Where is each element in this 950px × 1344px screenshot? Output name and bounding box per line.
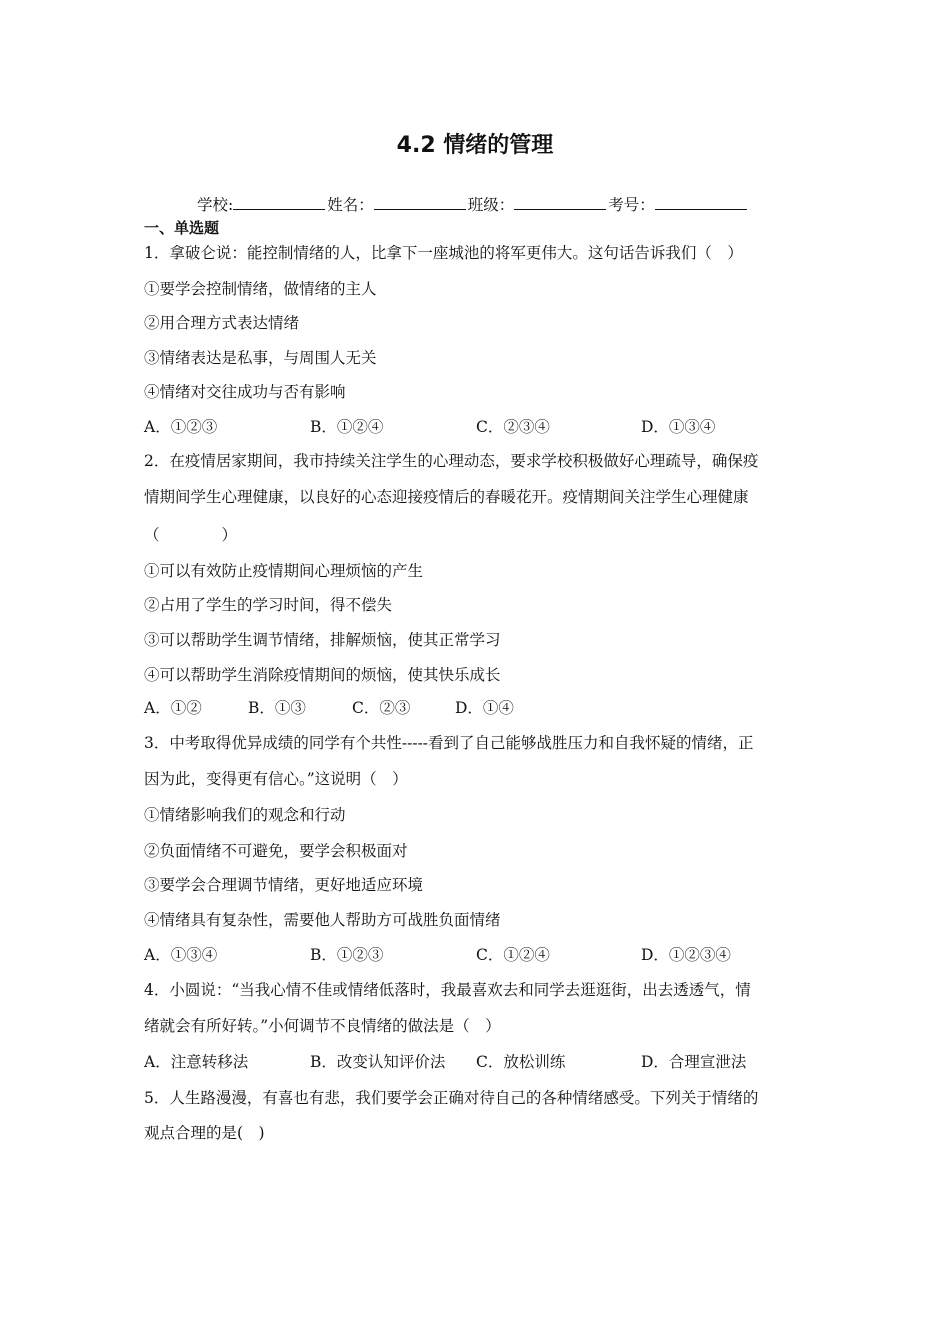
statement: ①要学会控制情绪，做情绪的主人	[144, 280, 377, 298]
choice-a: A．注意转移法	[144, 1053, 249, 1071]
question-5-text: 5．人生路漫漫，有喜也有悲，我们要学会正确对待自己的各种情绪感受。下列关于情绪的	[144, 1089, 759, 1107]
question-4-text: 绪就会有所好转。”小何调节不良情绪的做法是（ ）	[144, 1017, 501, 1035]
class-label: 班级：	[467, 196, 515, 214]
exam-number-blank	[655, 195, 747, 210]
choice-b: B．①②③	[310, 946, 384, 964]
name-label: 姓名：	[327, 196, 374, 214]
statement: ①可以有效防止疫情期间心理烦恼的产生	[144, 562, 424, 580]
school-blank	[233, 195, 325, 210]
choice-c: C．②③	[352, 699, 411, 717]
statement: ③要学会合理调节情绪，更好地适应环境	[144, 876, 424, 894]
school-label: 学校:	[197, 196, 234, 214]
choice-c: C．放松训练	[476, 1053, 566, 1071]
choice-d: D．①④	[455, 699, 514, 717]
exam-number-label: 考号：	[608, 196, 655, 214]
question-5-text: 观点合理的是( )	[144, 1124, 265, 1142]
statement: ①情绪影响我们的观念和行动	[144, 806, 346, 824]
question-2-text: 情期间学生心理健康，以良好的心态迎接疫情后的春暖花开。疫情期间关注学生心理健康	[144, 488, 749, 506]
question-3-text: 因为此，变得更有信心。”这说明（ ）	[144, 770, 408, 788]
question-4-text: 4．小圆说：“当我心情不佳或情绪低落时，我最喜欢去和同学去逛逛街，出去透透气，情	[144, 981, 751, 999]
page-title: 4.2 情绪的管理	[396, 133, 554, 158]
statement: ②负面情绪不可避免，要学会积极面对	[144, 842, 408, 860]
statement: ④情绪对交往成功与否有影响	[144, 383, 346, 401]
statement: ②占用了学生的学习时间，得不偿失	[144, 596, 393, 614]
section-heading: 一、单选题	[144, 219, 220, 237]
question-1-text: 1．拿破仑说：能控制情绪的人，比拿下一座城池的将军更伟大。这句话告诉我们（ ）	[144, 244, 743, 262]
choice-b: B．①②④	[310, 418, 384, 436]
choice-d: D．①②③④	[641, 946, 731, 964]
class-blank	[514, 195, 606, 210]
choice-a: A．①②	[144, 699, 202, 717]
answer-parentheses: （ ）	[144, 526, 238, 544]
choice-a: A．①③④	[144, 946, 218, 964]
statement: ④情绪具有复杂性，需要他人帮助方可战胜负面情绪	[144, 911, 501, 929]
question-2-text: 2．在疫情居家期间，我市持续关注学生的心理动态，要求学校积极做好心理疏导，确保疫	[144, 452, 759, 470]
name-blank	[374, 195, 466, 210]
choice-b: B．①③	[248, 699, 306, 717]
choice-c: C．②③④	[476, 418, 550, 436]
choice-b: B．改变认知评价法	[310, 1053, 446, 1071]
student-info-fields	[197, 195, 749, 215]
choice-d: D．①③④	[641, 418, 716, 436]
choice-a: A．①②③	[144, 418, 218, 436]
statement: ③情绪表达是私事，与周围人无关	[144, 349, 377, 367]
statement: ③可以帮助学生调节情绪，排解烦恼，使其正常学习	[144, 631, 501, 649]
question-3-text: 3．中考取得优异成绩的同学有个共性-----看到了自己能够战胜压力和自我怀疑的情绪，正	[144, 734, 754, 752]
choice-c: C．①②④	[476, 946, 550, 964]
choice-d: D．合理宣泄法	[641, 1053, 747, 1071]
statement: ②用合理方式表达情绪	[144, 314, 300, 332]
statement: ④可以帮助学生消除疫情期间的烦恼，使其快乐成长	[144, 666, 501, 684]
